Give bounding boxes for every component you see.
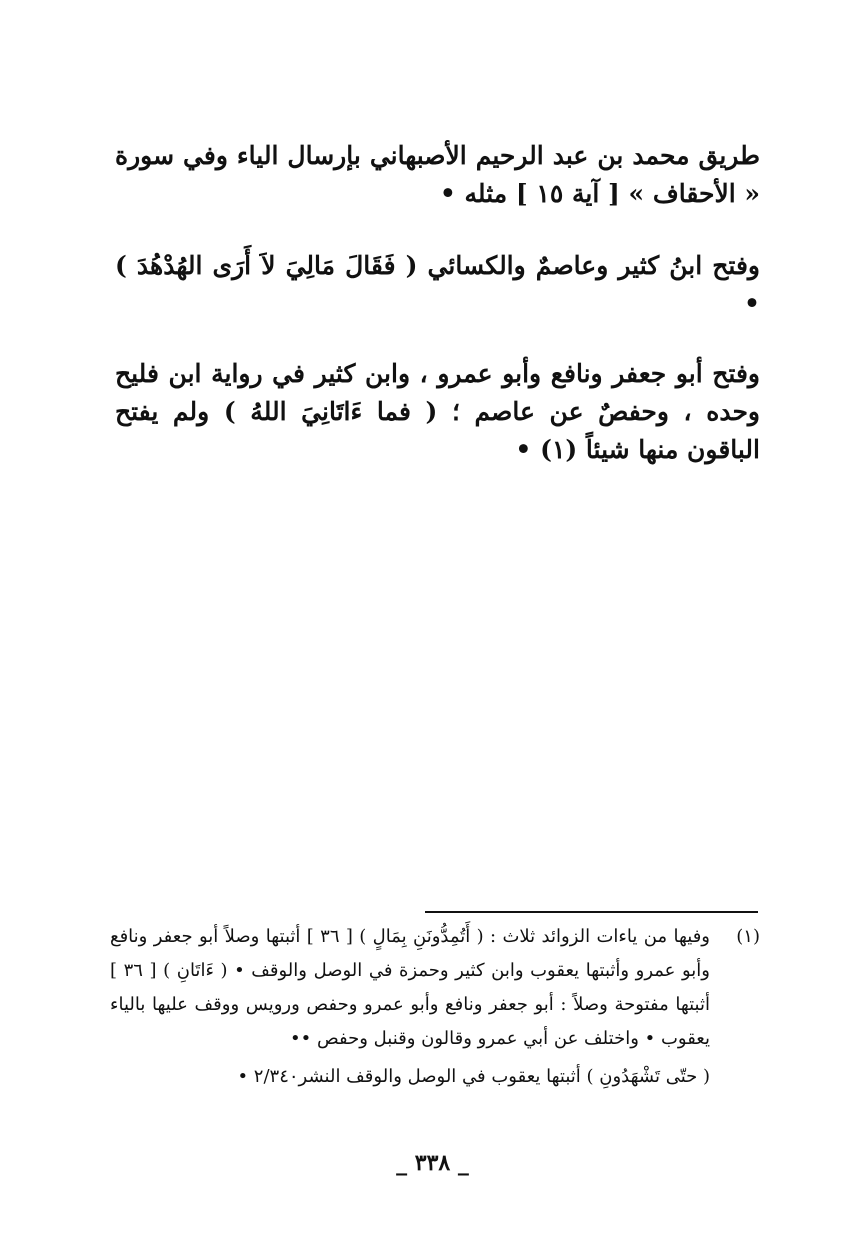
body-paragraph: وفتح أبو جعفر ونافع وأبو عمرو ، وابن كثير في رواية ابن فليح وحده ، وحفصٌ عن عاصم ؛ ( فما ءَاتَانِيَ اللهُ ) ولم يفتح الباقون منها شيئاً (١) • — [115, 359, 760, 464]
body-paragraph: طريق محمد بن عبد الرحيم الأصبهاني بإرسال الياء وفي سورة « الأحقاف » [ آية ١٥ ] مثله • — [115, 141, 760, 208]
footnote — [110, 920, 760, 1094]
footnote-extra-line: ( حتّى تَشْهَدُونِ ) أثبتها يعقوب في الوصل والوقف النشر٢/٣٤٠ • — [237, 1066, 710, 1087]
footnote-number: (١) — [736, 926, 760, 947]
body-paragraph: وفتح ابنُ كثير وعاصمٌ والكسائي ( فَقَالَ مَالِيَ لاَ أَرَى الهُدْهُدَ ) • — [115, 251, 760, 318]
page-number: _ ٣٣٨ _ — [396, 1150, 469, 1176]
footnote-text: وفيها من ياءات الزوائد ثلاث : ( أَتُمِدُّونَنِ بِمَالٍ ) [ ٣٦ ] أثبتها وصلاً أبو جعفر ونافع وأبو عمرو وأثبتها يعقوب وابن كثير وحمزة في الوصل والوقف • ( ءَاتَانِ ) [ ٣٦ ] أثبتها مفتوحة وصلاً : أبو جعفر ونافع وأبو عمرو وحفص ورويس ووقف عليها بالياء يعقوب • واختلف عن أبي عمرو وقالون وقنبل وحفص •• — [110, 926, 710, 1049]
footnote-divider — [425, 911, 758, 913]
